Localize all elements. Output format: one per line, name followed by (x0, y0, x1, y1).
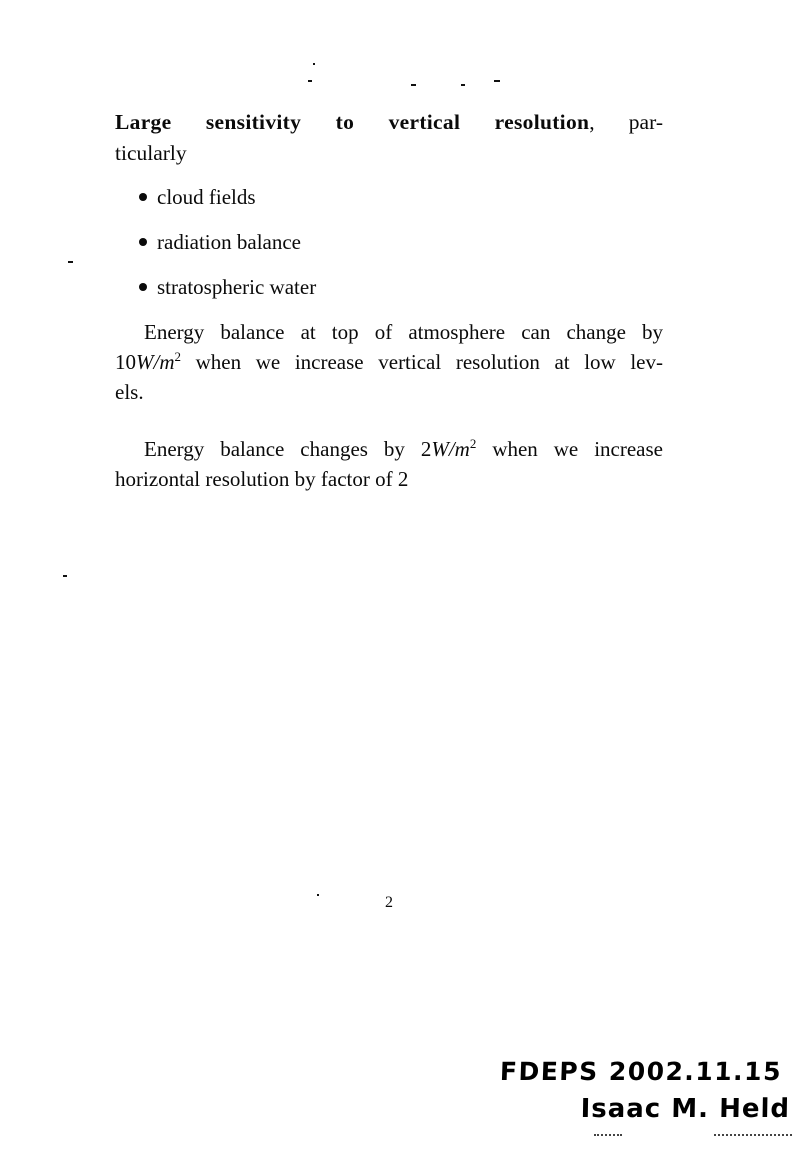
paragraph1-line1: Energy balance at top of atmosphere can change by (144, 320, 663, 344)
bullet-label: cloud fields (157, 184, 256, 209)
heading-line-1 (115, 107, 663, 138)
dotted-underline (594, 1134, 622, 1136)
dotted-underline (714, 1134, 792, 1136)
list-item (139, 231, 316, 253)
heading-line-2: ticularly (115, 141, 187, 165)
value-2: 2 (420, 437, 432, 461)
bullet-icon (139, 238, 147, 246)
bullet-icon (139, 283, 147, 291)
list-item (139, 276, 316, 298)
paragraph2-line1-pre: Energy balance changes by (144, 437, 421, 461)
paragraph2-line1-rest: when we increase (476, 437, 663, 461)
paragraph1-line2 (115, 347, 663, 377)
paragraph2-line1 (115, 434, 663, 464)
heading-bold-text: Large sensitivity to vertical resolution (115, 110, 590, 134)
math-w-per-m: W/m (431, 437, 470, 461)
handwritten-author: Isaac M. Held (580, 1094, 791, 1124)
paragraph1-line3: els. (115, 380, 144, 404)
scan-speck (461, 84, 465, 86)
scan-speck (68, 261, 73, 263)
handwritten-date: FDEPS 2002.11.15 (499, 1057, 783, 1086)
paragraph-energy-balance-vertical (115, 317, 663, 407)
paragraph2-line2: horizontal resolution by factor of 2 (115, 467, 409, 491)
exponent-2: 2 (469, 436, 477, 451)
list-item (139, 186, 316, 208)
page-number: 2 (385, 894, 393, 911)
scan-speck (313, 63, 315, 65)
heading-tail-text: , par- (589, 110, 663, 134)
scan-speck (411, 84, 416, 86)
exponent-2: 2 (174, 349, 181, 364)
paragraph-energy-balance-horizontal (115, 434, 663, 494)
value-10: 10 (115, 350, 136, 374)
bullet-icon (139, 193, 147, 201)
bullet-label: stratospheric water (157, 274, 317, 299)
scan-speck (317, 894, 319, 896)
scan-speck (494, 80, 500, 82)
math-w-per-m: W/m (136, 350, 175, 374)
heading (115, 107, 663, 169)
scan-speck (63, 575, 67, 577)
scan-speck (308, 80, 312, 82)
bullet-list (139, 186, 316, 321)
handwritten-annotation (495, 1053, 790, 1127)
paragraph1-line2-rest: when we increase vertical resolution at low lev- (181, 350, 663, 374)
bullet-label: radiation balance (157, 229, 302, 254)
